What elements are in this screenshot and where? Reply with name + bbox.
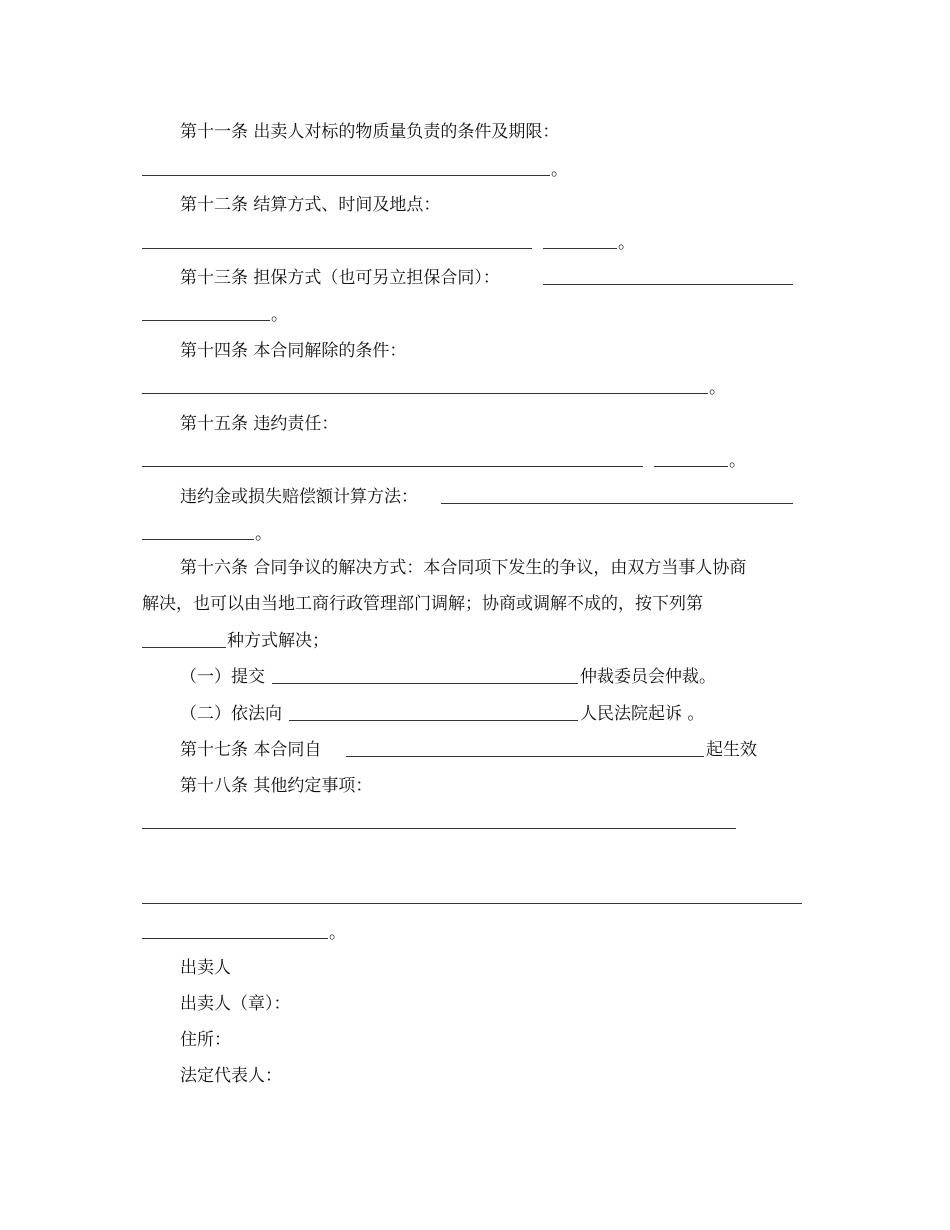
article-15-blank-line (0, 448, 950, 474)
article-14-heading: 第十四条 本合同解除的条件： (180, 341, 407, 361)
fill-blank (142, 647, 226, 648)
period-mark: 。 (709, 378, 726, 398)
article-14-blank-line (0, 375, 950, 401)
fill-blank (142, 539, 254, 540)
seller-legal-rep (0, 1063, 950, 1089)
article-16-text: 解决，也可以由当地工商行政管理部门调解；协商或调解不成的，按下列第 (142, 594, 703, 614)
option-1-prefix: （一）提交 (180, 667, 265, 687)
fill-blank (543, 284, 793, 285)
period-mark: 。 (329, 923, 346, 943)
period-mark: 。 (255, 524, 272, 544)
litigation-option (0, 701, 950, 727)
article-12-blank-line (0, 230, 950, 256)
period-mark: 。 (729, 451, 746, 471)
fill-blank (272, 683, 578, 684)
fill-blank (142, 828, 736, 829)
article-13-blank-line (0, 302, 950, 328)
period-mark: 。 (271, 305, 288, 325)
article-18-blank-line-1 (0, 810, 950, 836)
penalty-label: 违约金或损失赔偿额计算方法： (180, 487, 418, 507)
seller-title-text: 出卖人 (180, 958, 231, 978)
seller-legal-rep-label: 法定代表人： (180, 1066, 282, 1086)
article-17-suffix: 起生效 (706, 740, 757, 760)
seller-address-label: 住所： (180, 1030, 231, 1050)
seller-address (0, 1027, 950, 1053)
fill-blank (346, 756, 704, 757)
article-18-heading: 第十八条 其他约定事项： (180, 776, 373, 796)
article-16-text: 第十六条 合同争议的解决方式：本合同项下发生的争议，由双方当事人协商 (180, 558, 747, 578)
article-11 (0, 119, 950, 145)
article-14 (0, 338, 950, 364)
period-mark: 。 (551, 160, 568, 180)
fill-blank (142, 175, 550, 176)
penalty-blank-line (0, 521, 950, 547)
fill-blank (142, 903, 802, 904)
fill-blank (543, 248, 617, 249)
article-11-heading: 第十一条 出卖人对标的物质量负责的条件及期限： (180, 122, 560, 142)
article-13-heading: 第十三条 担保方式（也可另立担保合同）： (180, 268, 500, 288)
period-mark: 。 (618, 233, 635, 253)
option-1-suffix: 仲裁委员会仲裁。 (580, 667, 716, 687)
option-2-suffix: 人民法院起诉 。 (580, 704, 705, 724)
article-18-blank-line-3 (0, 920, 950, 946)
article-17-prefix: 第十七条 本合同自 (180, 740, 322, 760)
fill-blank (142, 466, 643, 467)
article-16-line-3 (0, 628, 950, 654)
article-12-heading: 第十二条 结算方式、时间及地点： (180, 195, 441, 215)
article-17 (0, 737, 950, 763)
article-16-line-1 (0, 555, 950, 581)
article-15 (0, 411, 950, 437)
article-11-blank-line (0, 157, 950, 183)
seller-title (0, 955, 950, 981)
seller-seal (0, 991, 950, 1017)
article-16-line-2 (0, 591, 950, 617)
article-18 (0, 773, 950, 799)
option-2-prefix: （二）依法向 (180, 704, 282, 724)
article-13 (0, 265, 950, 291)
fill-blank (441, 503, 793, 504)
penalty-calculation (0, 484, 950, 510)
article-16-text: 种方式解决； (227, 631, 329, 651)
article-12 (0, 192, 950, 218)
fill-blank (142, 393, 708, 394)
fill-blank (142, 938, 328, 939)
article-18-blank-line-2 (0, 885, 950, 911)
fill-blank (142, 320, 270, 321)
fill-blank (654, 466, 728, 467)
arbitration-option (0, 664, 950, 690)
fill-blank (289, 720, 578, 721)
seller-seal-label: 出卖人（章）： (180, 994, 291, 1014)
article-15-heading: 第十五条 违约责任： (180, 414, 339, 434)
fill-blank (142, 248, 532, 249)
